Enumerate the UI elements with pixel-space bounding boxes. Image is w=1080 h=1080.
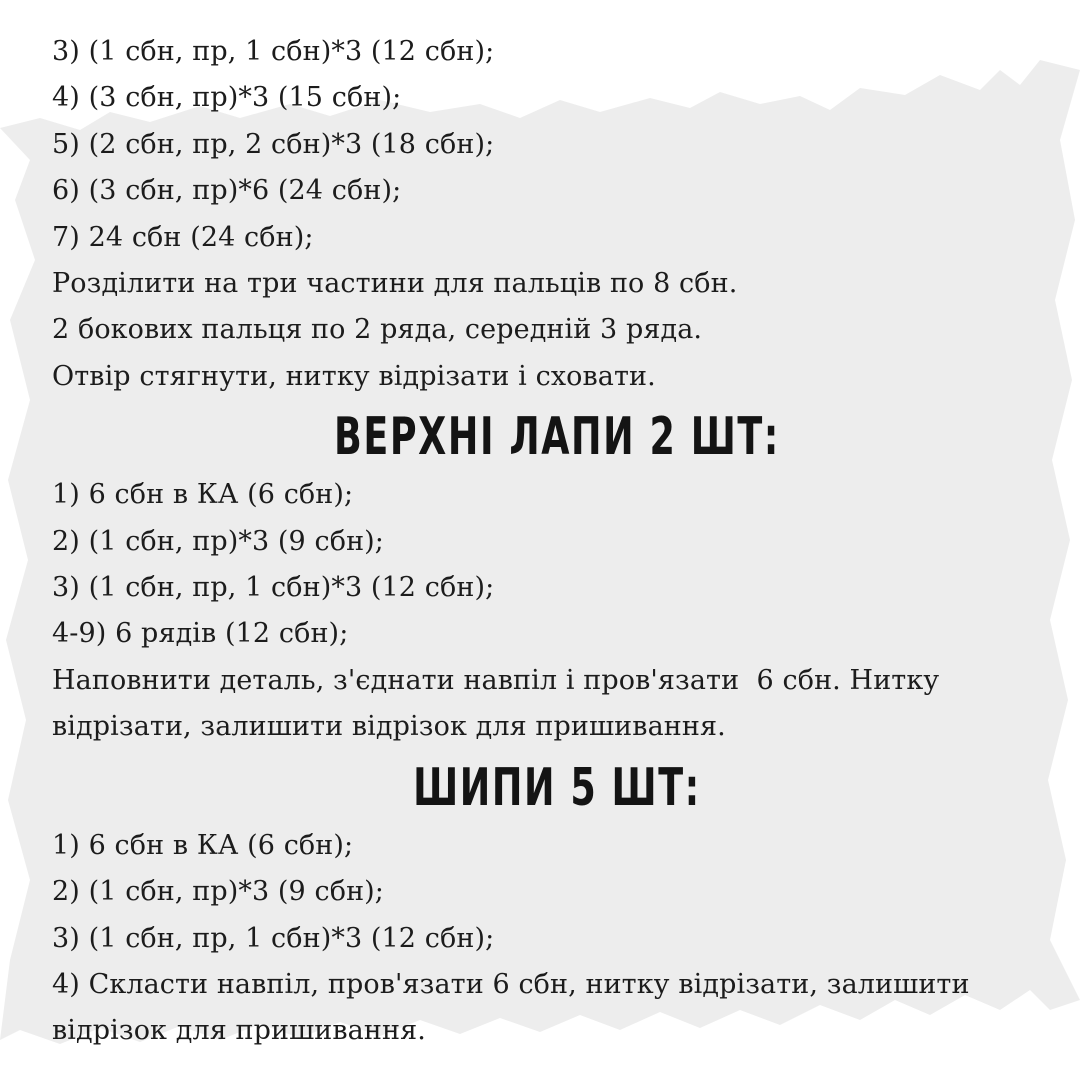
section-spikes (52, 753, 1062, 1055)
instruction-line: 6) (3 сбн, пр)*6 (24 сбн); (52, 175, 402, 207)
instruction-line: 4) Скласти навпіл, пров'язати 6 сбн, нитку відрізати, залишити (52, 968, 970, 1000)
section-rows-continued (52, 29, 1062, 400)
instruction-line: Наповнити деталь, з'єднати навпіл і пров'язати 6 сбн. Нитку (52, 664, 940, 696)
instruction-line: відрізати, залишити відрізок для пришивання. (52, 711, 726, 743)
instruction-line: Отвір стягнути, нитку відрізати і сховати. (52, 360, 656, 392)
section-heading-spikes: ШИПИ 5 ШТ: (413, 757, 701, 818)
instruction-line: 4-9) 6 рядів (12 сбн); (52, 618, 349, 650)
instruction-line: 4) (3 сбн, пр)*3 (15 сбн); (52, 82, 402, 114)
instruction-line: 2 бокових пальця по 2 ряда, середній 3 ряда. (52, 314, 703, 346)
instruction-line: 5) (2 сбн, пр, 2 сбн)*3 (18 сбн); (52, 128, 495, 160)
instruction-line: 1) 6 сбн в КА (6 сбн); (52, 479, 354, 511)
section-heading-upper-paws: ВЕРХНІ ЛАПИ 2 ШТ: (334, 407, 780, 468)
instruction-line: Розділити на три частини для пальців по 8 сбн. (52, 268, 738, 300)
instruction-line: 3) (1 сбн, пр, 1 сбн)*3 (12 сбн); (52, 572, 495, 604)
section-upper-paws (52, 402, 1062, 750)
instruction-line: відрізок для пришивання. (52, 1015, 426, 1047)
instruction-line: 7) 24 сбн (24 сбн); (52, 221, 314, 253)
pattern-instructions (52, 29, 1062, 1055)
instruction-line: 1) 6 сбн в КА (6 сбн); (52, 829, 354, 861)
instruction-line: 2) (1 сбн, пр)*3 (9 сбн); (52, 876, 384, 908)
instruction-line: 3) (1 сбн, пр, 1 сбн)*3 (12 сбн); (52, 922, 495, 954)
instruction-line: 3) (1 сбн, пр, 1 сбн)*3 (12 сбн); (52, 36, 495, 67)
instruction-line: 2) (1 сбн, пр)*3 (9 сбн); (52, 525, 384, 557)
